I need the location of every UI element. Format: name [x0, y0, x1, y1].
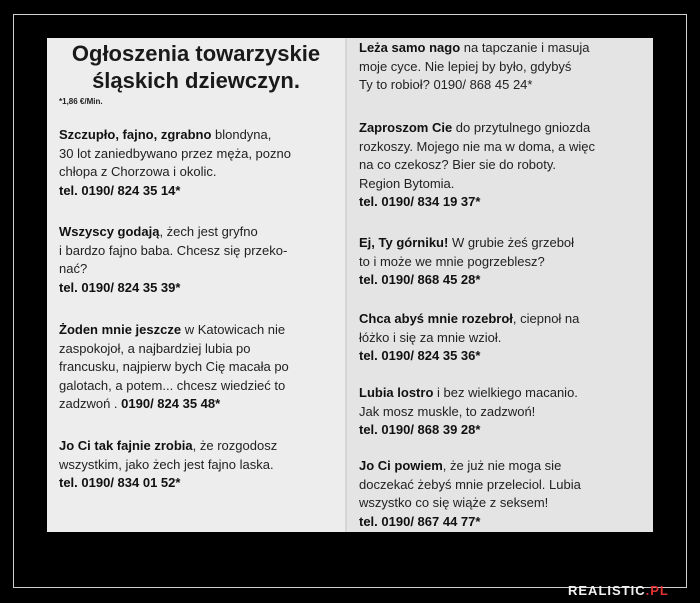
ad-text: 30 lot zaniedbywano przez męża, pozno [59, 145, 291, 161]
ad-text: Jak mosz muskle, to zadzwoń! [359, 403, 536, 419]
newspaper-clipping [47, 38, 653, 532]
ad-text: galotach, a potem... chcesz wiedzieć to [59, 377, 286, 393]
ad-text: , żech jest gryfno [159, 224, 258, 239]
ad-left-2 [59, 223, 287, 297]
ad-text: zadzwoń . [59, 396, 122, 411]
ad-right-1 [359, 39, 590, 95]
ad-text: i bez wielkiego macanio. [433, 385, 578, 400]
ad-text: w Katowicach nie [181, 322, 286, 337]
ad-right-2 [359, 119, 595, 212]
ad-right-5 [359, 384, 578, 440]
ad-text: blondyna, [211, 127, 272, 142]
ad-lead: Zaproszom Cie [359, 120, 453, 135]
right-column [347, 38, 653, 532]
ad-phone: tel. 0190/ 824 35 14* [59, 182, 181, 198]
title-line-1: Ogłoszenia towarzyskie [71, 41, 321, 66]
ad-text: do przytulnego gniozda [452, 120, 591, 135]
ad-right-3 [359, 234, 574, 290]
ad-left-1 [59, 126, 291, 200]
ad-lead: Lubia lostro [359, 385, 434, 400]
ad-text: na co czekosz? Bier sie do roboty. [359, 157, 557, 172]
ad-phone: 0190/ 824 35 48* [121, 396, 221, 411]
ad-text: francusku, najpierw bych Cię macała po [59, 359, 289, 374]
ad-phone: tel. 0190/ 868 45 28* [359, 272, 481, 287]
ad-text: , że rozgodosz [192, 438, 278, 453]
ad-text: doczekać żebyś mnie przeleciol. Lubia [359, 476, 581, 492]
ad-left-3 [59, 321, 289, 414]
ad-lead: Szczupło, fajno, zgrabno [59, 127, 212, 142]
ad-phone: tel. 0190/ 834 01 52* [59, 475, 181, 490]
ad-phone: tel. 0190/ 824 35 39* [59, 279, 181, 295]
ad-phone: tel. 0190/ 868 39 28* [359, 422, 481, 437]
ad-lead: Wszyscy godają [59, 224, 160, 239]
ad-phone: 0190/ 868 45 24* [433, 77, 533, 92]
ad-lead: Jo Ci tak fajnie zrobia [59, 438, 193, 453]
ad-text: W grubie żeś grzeboł [448, 235, 575, 250]
ad-text: Region Bytomia. [359, 175, 455, 191]
ad-lead: Chca abyś mnie rozebroł [359, 311, 513, 326]
ad-phone: tel. 0190/ 824 35 36* [359, 348, 481, 363]
ad-text: zaspokojoł, a najbardziej lubia po [59, 340, 251, 356]
ad-right-6 [359, 457, 581, 531]
ad-lead: Jo Ci powiem [359, 458, 443, 473]
title-line-2: śląskich dziewczyn. [92, 68, 300, 93]
ad-text: to i może we mnie pogrzeblesz? [359, 253, 545, 269]
page-title [47, 40, 345, 94]
ad-text: i bardzo fajno baba. Chcesz się przeko- [59, 242, 288, 258]
watermark-logo [568, 583, 669, 598]
left-column [47, 38, 345, 532]
ad-right-4 [359, 310, 579, 366]
ad-text: moje cyce. Nie lepiej by było, gdybyś [359, 58, 572, 74]
ad-text: , ciepnoł na [512, 311, 580, 326]
ad-text: łóżko i się za mnie wzioł. [359, 329, 502, 345]
ad-text: wszystkim, jako żech jest fajno laska. [59, 456, 274, 472]
watermark-main: REALISTIC [568, 583, 646, 598]
ad-lead: Żoden mnie jeszcze [59, 322, 182, 337]
ad-lead: Ej, Ty górniku! [359, 235, 449, 250]
ad-left-4 [59, 437, 277, 493]
ad-text: na tapczanie i masuja [460, 40, 590, 55]
ad-text: chłopa z Chorzowa i okolic. [59, 164, 217, 179]
ad-phone: tel. 0190/ 834 19 37* [359, 194, 481, 209]
ad-text: nać? [59, 261, 88, 276]
watermark-accent: .PL [645, 583, 669, 598]
ad-text: rozkoszy. Mojego nie ma w doma, a więc [359, 138, 596, 154]
ad-phone: tel. 0190/ 867 44 77* [359, 513, 481, 529]
ad-text: , że już nie moga sie [442, 458, 562, 473]
ad-text: wszystko co się wiąże z seksem! [359, 495, 549, 510]
price-note: *1,86 €/Min. [59, 97, 103, 106]
ad-lead: Leża samo nago [359, 40, 461, 55]
ad-text: Ty to robioł? [359, 77, 434, 92]
